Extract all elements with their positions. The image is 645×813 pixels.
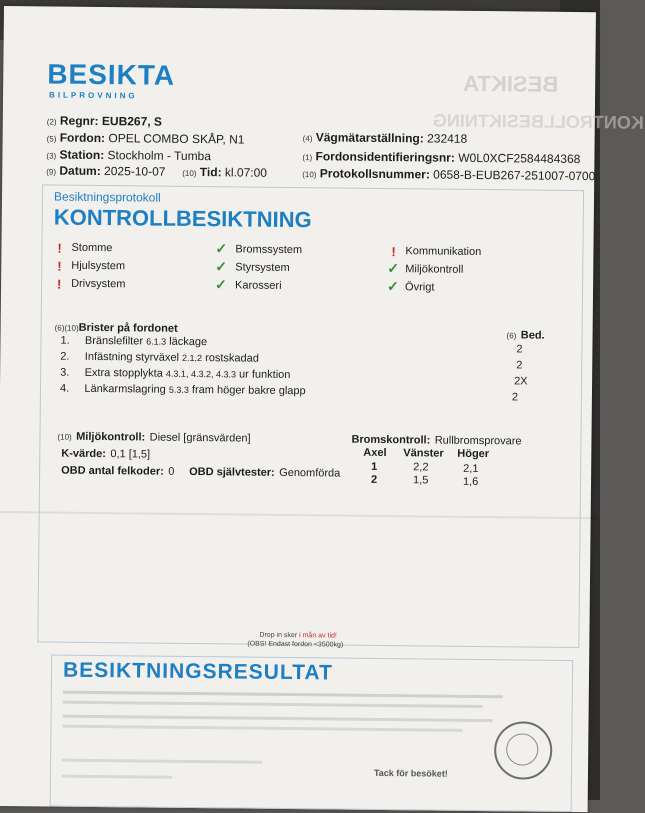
brake-header-left: Vänster xyxy=(403,447,444,460)
k-value-row: K-värde: 0,1 [1,5] xyxy=(61,447,151,461)
protocol-subtitle: Besiktningsprotokoll xyxy=(53,189,161,205)
defect-row: 1. Bränslefilter 6.1.3 läckage xyxy=(60,334,208,349)
check-karosseri: ✓ Karosseri xyxy=(215,276,282,293)
warning-icon: ! xyxy=(57,276,62,292)
checkmark-icon: ✓ xyxy=(387,260,400,277)
brake-cell: 1 xyxy=(371,460,378,473)
regnr-row: (2) Regnr: EUB267, S xyxy=(46,113,163,129)
odometer-row: (4) Vägmätarställning: 232418 xyxy=(302,130,468,146)
brake-cell: 1,5 xyxy=(412,474,429,487)
defect-row: 2. Infästning styrväxel 2.1.2 rostskadad xyxy=(60,350,259,365)
fordon-row: (5) Fordon: OPEL COMBO SKÅP, N1 xyxy=(46,130,245,147)
defect-bed: 2 xyxy=(516,343,523,356)
defects-heading: (6)(10)Brister på fordonet xyxy=(54,321,178,335)
checkmark-icon: ✓ xyxy=(215,258,228,275)
check-styrsystem: ✓ Styrsystem xyxy=(215,258,290,275)
check-ovrigt: ✓ Övrigt xyxy=(387,278,435,295)
brake-cell: 2 xyxy=(370,473,378,486)
result-title: BESIKTNINGSRESULTAT xyxy=(62,658,333,685)
defect-bed: 2 xyxy=(511,391,519,404)
brake-heading: Bromskontroll: Rullbromsprovare xyxy=(351,433,522,448)
inspection-document xyxy=(0,6,644,812)
check-hjulsystem: ! Hjulsystem xyxy=(57,258,126,274)
warning-icon: ! xyxy=(57,240,62,256)
obd-codes-row: OBD antal felkoder: 0 xyxy=(61,464,175,478)
brake-cell: 2,2 xyxy=(413,461,429,474)
warning-icon: ! xyxy=(57,258,62,274)
defect-row: 4. Länkarmslagring 5.3.3 fram höger bakre glapp xyxy=(59,382,306,398)
check-stomme: ! Stomme xyxy=(57,240,113,256)
obd-selftest-row: OBD självtester: Genomförda xyxy=(189,465,341,480)
checkmark-icon: ✓ xyxy=(215,240,228,257)
warning-icon: ! xyxy=(391,244,396,260)
thanks-text: Tack för besöket! xyxy=(373,767,448,779)
show-through-title: KONTROLLBESIKTNING xyxy=(432,110,644,133)
check-miljokontroll: ✓ Miljökontroll xyxy=(387,260,464,277)
check-bromssystem: ✓ Bromssystem xyxy=(215,240,303,257)
station-row: (3) Station: Stockholm - Tumba xyxy=(46,147,212,164)
datum-row: (9) Datum: 2025-10-07 xyxy=(46,163,166,179)
bed-heading: (6) Bed. xyxy=(506,329,545,342)
defect-row: 3. Extra stopplykta 4.3.1, 4.3.2, 4.3.3 ur funktion xyxy=(60,366,291,382)
check-drivsystem: ! Drivsystem xyxy=(57,276,126,292)
brand-logo: BESIKTA xyxy=(47,58,176,91)
checkmark-icon: ✓ xyxy=(387,278,399,295)
brake-cell: 2,1 xyxy=(463,462,479,475)
defect-bed: 2 xyxy=(516,359,523,372)
protocol-box xyxy=(37,184,584,648)
drop-in-note: Drop in sker i mån av tid! xyxy=(259,631,337,640)
brake-cell: 1,6 xyxy=(462,475,479,488)
drop-in-note-2: (OBS! Endast fordon <3500kg) xyxy=(247,640,344,649)
brake-header-right: Höger xyxy=(457,447,490,461)
protocol-number-row: (10) Protokollsnummer: 0658-B-EUB267-251007-0700 xyxy=(302,166,596,184)
seal-inner-icon xyxy=(506,733,538,765)
emission-row: (10) Miljökontroll: Diesel [gränsvärden] xyxy=(57,430,251,445)
tid-row: (10) Tid: kl.07:00 xyxy=(182,165,268,180)
check-kommunikation: ! Kommunikation xyxy=(391,244,482,260)
brake-header-axel: Axel xyxy=(363,446,387,460)
defect-bed: 2X xyxy=(514,375,528,388)
brand-subtitle: BILPROVNING xyxy=(49,90,138,101)
protocol-title: KONTROLLBESIKTNING xyxy=(53,204,312,233)
checkmark-icon: ✓ xyxy=(215,276,227,293)
show-through-logo: BESIKTA xyxy=(463,70,559,97)
vin-row: (1) Fordonsidentifieringsnr: W0L0XCF2584484368 xyxy=(302,149,581,167)
